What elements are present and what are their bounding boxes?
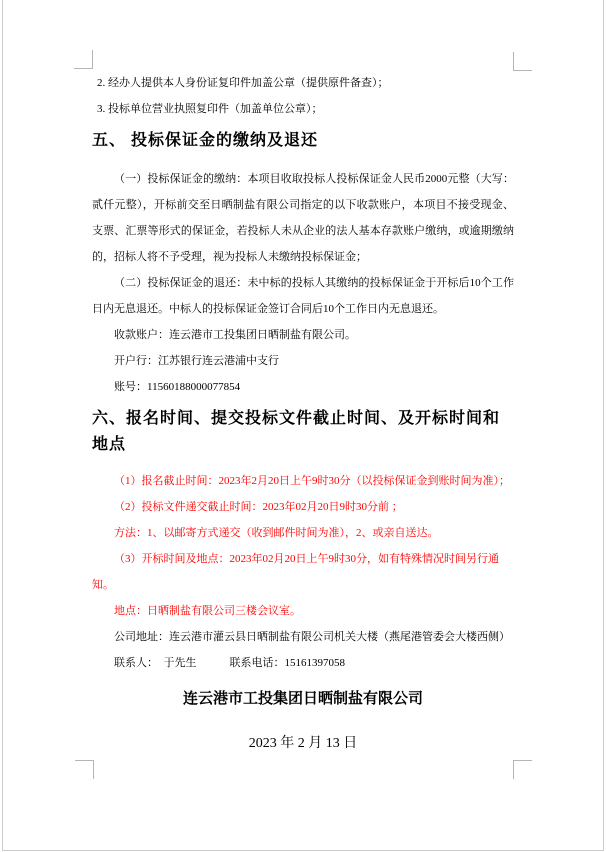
bid-opening-time-line: （3）开标时间及地点：2023年02月20日上午9时30分，如有特殊情况时间另行通知。 — [92, 553, 499, 591]
margin-corner-mark-top-right — [513, 52, 532, 71]
registration-deadline-line: （1）报名截止时间：2023年2月20日上午9时30分（以投标保证金到账时间为准）； — [114, 475, 510, 487]
contact-line: 联系人： 于先生 联系电话：15161397058 — [114, 657, 345, 669]
section5-heading: 五、 投标保证金的缴纳及退还 — [92, 132, 319, 149]
signature-date: 2023 年 2 月 13 日 — [248, 736, 358, 751]
list-item-id-copy: 2. 经办人提供本人身份证复印件加盖公章（提供原件备查）； — [97, 77, 389, 89]
margin-corner-mark-top-left — [74, 50, 93, 69]
list-item-business-license: 3. 投标单位营业执照复印件（加盖单位公章）； — [97, 103, 323, 115]
deposit-payment-paragraph: （一）投标保证金的缴纳：本项目收取投标人投标保证金人民币2000元整（大写：贰仟元整），开标前交至日晒制盐有限公司指定的以下收款账户，本项目不接受现金、支票、汇票等形式的保证金，若投标人未从企业的法人基本存款账户缴纳，或逾期缴纳的，招标人将不予受理，视为投标人未缴纳投标保证金； — [92, 173, 514, 263]
section6-heading: 六、报名时间、提交投标文件截止时间、及开标时间和地点 — [92, 410, 501, 453]
document-body — [92, 70, 514, 757]
margin-corner-mark-bottom-right — [513, 760, 532, 779]
bid-opening-place-line: 地点：日晒制盐有限公司三楼会议室。 — [114, 605, 301, 617]
deposit-refund-paragraph: （二）投标保证金的退还：未中标的投标人其缴纳的投标保证金于开标后10个工作日内无息退还。中标人的投标保证金签订合同后10个工作日内无息退还。 — [92, 277, 514, 315]
submission-deadline-line: （2）投标文件递交截止时间：2023年02月20日9时30分前 ； — [114, 501, 403, 513]
bank-line: 开户行：江苏银行连云港浦中支行 — [114, 355, 279, 367]
payee-account-line: 收款账户：连云港市工投集团日晒制盐有限公司。 — [114, 329, 356, 341]
company-address-line: 公司地址：连云港市灌云县日晒制盐有限公司机关大楼（燕尾港管委会大楼西侧） — [114, 631, 510, 643]
account-number-line: 账号：11560188000077854 — [114, 381, 241, 393]
margin-corner-mark-bottom-left — [75, 760, 94, 779]
signature-company-name: 连云港市工投集团日晒制盐有限公司 — [182, 691, 423, 707]
delivery-method-line: 方法：1、以邮寄方式递交（收到邮件时间为准），2、或亲自送达。 — [114, 527, 439, 539]
